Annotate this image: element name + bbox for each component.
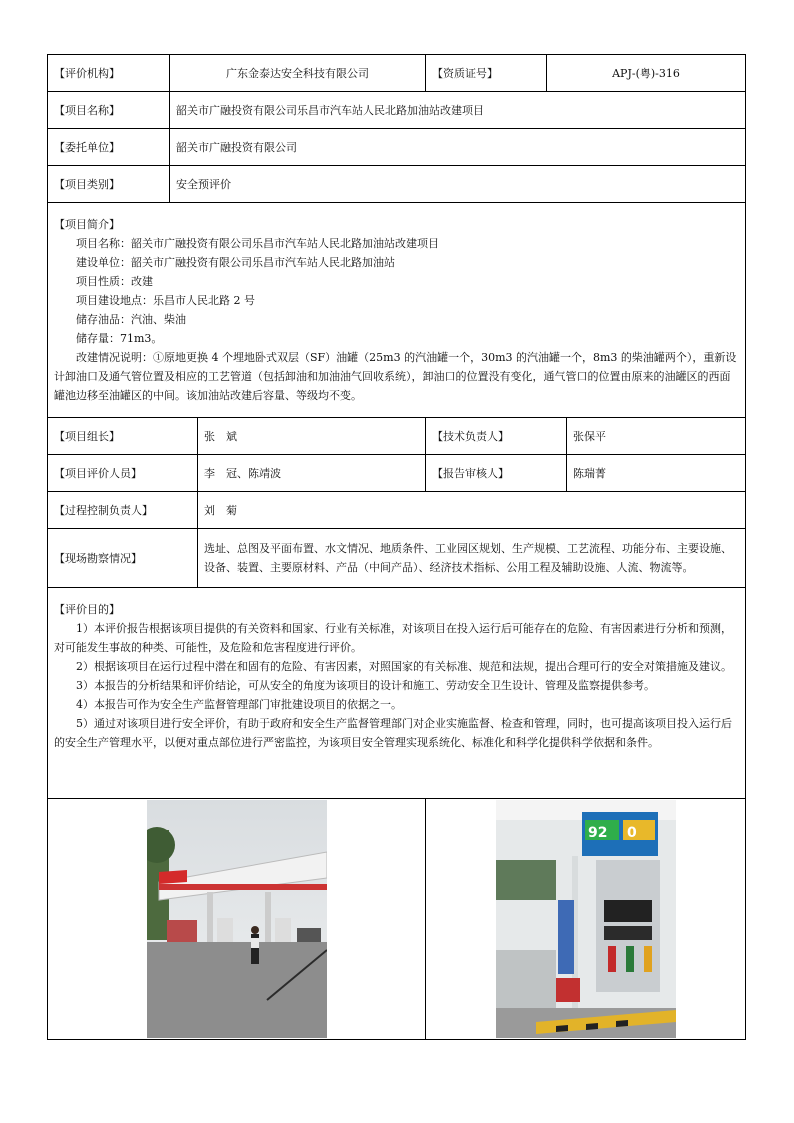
survey-label: 【现场勘察情况】 — [48, 529, 198, 588]
evaluators-label: 【项目评价人员】 — [48, 455, 198, 492]
photo-cell-right — [426, 799, 746, 1040]
tech-value: 张保平 — [567, 418, 746, 455]
project-type-label: 【项目类别】 — [48, 166, 170, 203]
photo-cell-left — [48, 799, 426, 1040]
intro-line: 项目性质：改建 — [76, 275, 153, 288]
leader-label: 【项目组长】 — [48, 418, 198, 455]
purpose-title: 【评价目的】 — [54, 603, 120, 616]
intro-line: 建设单位：韶关市广融投资有限公司乐昌市汽车站人民北路加油站 — [76, 256, 395, 269]
purpose-item: 3）本报告的分析结果和评价结论，可从安全的角度为该项目的设计和施工、劳动安全卫生设计、管理及监察提供参考。 — [76, 679, 655, 692]
org-value: 广东金泰达安全科技有限公司 — [170, 55, 426, 92]
project-intro — [48, 203, 746, 418]
tech-label: 【技术负责人】 — [426, 418, 567, 455]
evaluators-value: 李 冠、陈靖波 — [198, 455, 426, 492]
intro-line: 储存量：71m3。 — [76, 332, 163, 345]
info-table — [47, 54, 746, 1040]
price-sign-left: 92 — [587, 825, 607, 841]
fuel-dispenser-photo — [496, 800, 676, 1038]
process-value: 刘 菊 — [198, 492, 746, 529]
process-label: 【过程控制负责人】 — [48, 492, 198, 529]
org-label: 【评价机构】 — [48, 55, 170, 92]
gas-station-canopy-photo — [147, 800, 327, 1038]
intro-line: 储存油品：汽油、柴油 — [76, 313, 186, 326]
cert-value: APJ-(粤)-316 — [547, 55, 746, 92]
purpose-item: 2）根据该项目在运行过程中潜在和固有的危险、有害因素，对照国家的有关标准、规范和法规，提出合理可行的安全对策措施及建议。 — [76, 660, 732, 673]
intro-title: 【项目简介】 — [54, 218, 120, 231]
client-value: 韶关市广融投资有限公司 — [170, 129, 746, 166]
purpose-item: 5）通过对该项目进行安全评价，有助于政府和安全生产监督管理部门对企业实施监督、检查和管理，同时，也可提高该项目投入运行后的安全生产管理水平，以便对重点部位进行严密监控，为该项目安全管理实现系统化、标准化和科学化提供科学依据和条件。 — [54, 717, 732, 749]
intro-paragraph: 改建情况说明：①原地更换 4 个埋地卧式双层（SF）油罐（25m3 的汽油罐一个，30m3 的汽油罐一个，8m3 的柴油罐两个），重新设计卸油口及通气管位置及相应的工艺管道（包括卸油和加油油气回收系统），卸油口的位置没有变化，通气管口的位置由原来的油罐区的西面罐池边移至油罐区的中间。该加油站改建后容量、等级均不变。 — [54, 351, 737, 402]
project-name-value: 韶关市广融投资有限公司乐昌市汽车站人民北路加油站改建项目 — [170, 92, 746, 129]
survey-value: 选址、总图及平面布置、水文情况、地质条件、工业园区规划、生产规模、工艺流程、功能分布、主要设施、设备、装置、主要原材料、产品（中间产品）、经济技术指标、公用工程及辅助设施、人流、物流等。 — [198, 529, 746, 588]
purpose-item: 1）本评价报告根据该项目提供的有关资料和国家、行业有关标准，对该项目在投入运行后可能存在的危险、有害因素进行分析和预测，对可能发生事故的种类、可能性，及危险和危害程度进行评价。 — [54, 622, 732, 654]
intro-line: 项目名称：韶关市广融投资有限公司乐昌市汽车站人民北路加油站改建项目 — [76, 237, 439, 250]
project-type-value: 安全预评价 — [170, 166, 746, 203]
project-name-label: 【项目名称】 — [48, 92, 170, 129]
evaluation-purpose — [48, 588, 746, 799]
cert-label: 【资质证号】 — [426, 55, 547, 92]
purpose-item: 4）本报告可作为安全生产监督管理部门审批建设项目的依据之一。 — [76, 698, 402, 711]
client-label: 【委托单位】 — [48, 129, 170, 166]
price-sign-right: 0 — [626, 825, 637, 841]
reviewer-label: 【报告审核人】 — [426, 455, 567, 492]
reviewer-value: 陈瑞菁 — [567, 455, 746, 492]
evaluation-sheet — [47, 54, 745, 1040]
leader-value: 张 斌 — [198, 418, 426, 455]
intro-line: 项目建设地点：乐昌市人民北路 2 号 — [76, 294, 255, 307]
